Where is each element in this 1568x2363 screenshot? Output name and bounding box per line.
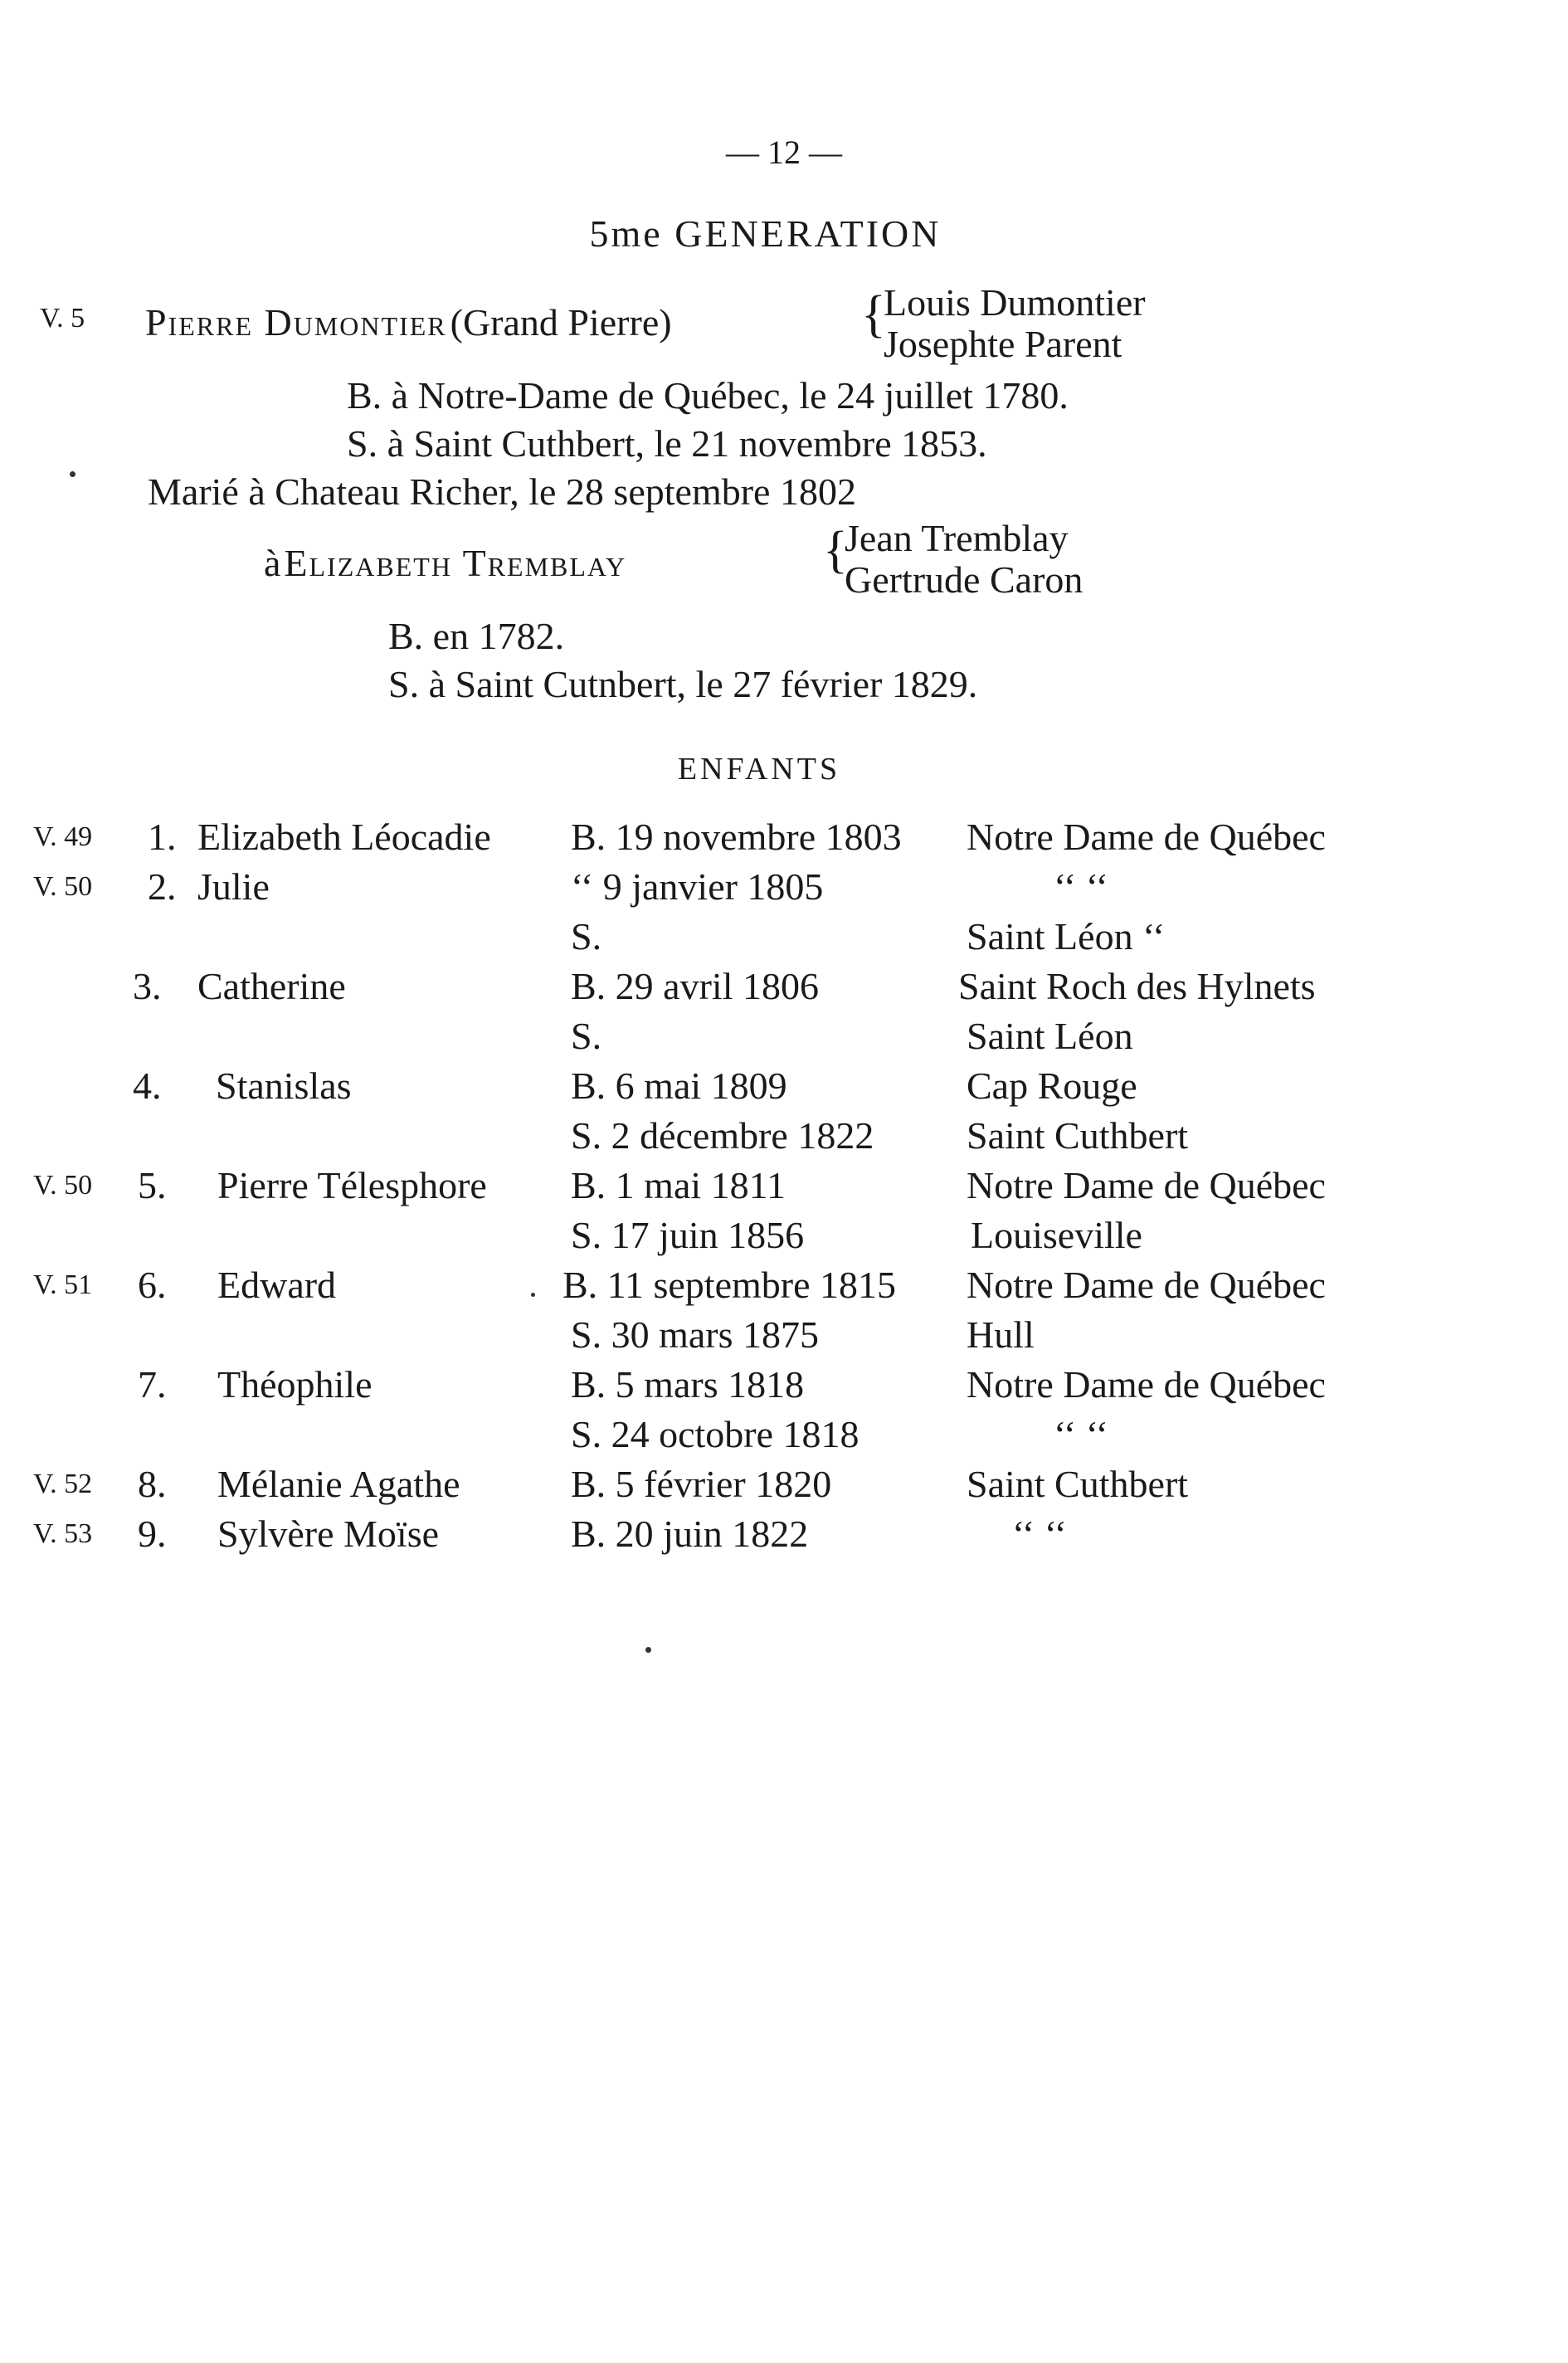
child-name: Mélanie Agathe — [217, 1463, 460, 1505]
child-ref: V. 50 — [33, 1170, 93, 1201]
child-place: Notre Dame de Québec — [967, 816, 1326, 858]
child-place: Saint Roch des Hylnets — [958, 965, 1316, 1007]
husband-heading — [145, 300, 672, 344]
marriage-line: Marié à Chateau Richer, le 28 septembre 1802 — [148, 470, 856, 513]
stray-mark — [531, 1293, 535, 1297]
child-number: 3. — [133, 965, 162, 1007]
child-place: Notre Dame de Québec — [967, 1363, 1326, 1406]
child-name: Théophile — [217, 1363, 373, 1406]
child-name: Elizabeth Léocadie — [197, 816, 491, 858]
child-place: Saint Cuthbert — [967, 1114, 1189, 1157]
child-place: Louiseville — [971, 1214, 1142, 1256]
husband-mother: Josephte Parent — [884, 323, 1122, 365]
page-number: — 12 — — [726, 134, 842, 171]
stray-mark — [645, 1647, 651, 1653]
child-place: Notre Dame de Québec — [967, 1264, 1326, 1306]
husband-nickname: (Grand Pierre) — [450, 301, 672, 343]
child-ref: V. 51 — [33, 1269, 93, 1300]
wife-parents-brace: { — [823, 522, 848, 578]
child-number: 8. — [138, 1463, 167, 1505]
wife-mother: Gertrude Caron — [845, 558, 1083, 601]
child-number: 5. — [138, 1164, 167, 1206]
child-event: S. 17 juin 1856 — [571, 1214, 805, 1256]
child-name: Edward — [217, 1264, 337, 1306]
wife-name: Elizabeth Tremblay — [284, 542, 627, 584]
child-number: 7. — [138, 1363, 167, 1406]
child-number: 1. — [148, 816, 177, 858]
child-place: Notre Dame de Québec — [967, 1164, 1326, 1206]
child-event: S. 30 mars 1875 — [571, 1313, 819, 1356]
generation-title: 5me GENERATION — [589, 212, 942, 255]
child-event: B. 5 février 1820 — [571, 1463, 832, 1505]
child-place: ‘‘ ‘‘ — [1012, 1513, 1067, 1555]
child-ref: V. 52 — [33, 1469, 93, 1499]
child-place: Cap Rouge — [967, 1065, 1137, 1107]
child-ref: V. 53 — [33, 1518, 93, 1549]
child-number: 9. — [138, 1513, 167, 1555]
child-event: S. — [571, 915, 602, 957]
child-event: ‘‘ 9 janvier 1805 — [571, 865, 824, 908]
child-event: S. 24 octobre 1818 — [571, 1413, 859, 1455]
child-place: Saint Cuthbert — [967, 1463, 1189, 1505]
child-event: B. 5 mars 1818 — [571, 1363, 805, 1406]
child-number: 6. — [138, 1264, 167, 1306]
child-event: B. 29 avril 1806 — [571, 965, 819, 1007]
wife-birth: B. en 1782. — [388, 615, 565, 657]
husband-parents — [884, 282, 1146, 365]
husband-ref: V. 5 — [40, 303, 85, 334]
child-ref: V. 50 — [33, 871, 93, 902]
child-event: B. 20 juin 1822 — [571, 1513, 809, 1555]
husband-name: Pierre Dumontier — [145, 301, 447, 343]
child-number: 4. — [133, 1065, 162, 1107]
child-event: S. 2 décembre 1822 — [571, 1114, 874, 1157]
enfants-title: ENFANTS — [677, 752, 841, 787]
child-name: Catherine — [197, 965, 346, 1007]
wife-father: Jean Tremblay — [845, 517, 1069, 559]
child-ref: V. 49 — [33, 821, 93, 852]
wife-heading — [264, 541, 626, 585]
husband-father: Louis Dumontier — [884, 281, 1146, 324]
husband-burial: S. à Saint Cuthbert, le 21 novembre 1853. — [347, 422, 987, 465]
child-place: ‘‘ ‘‘ — [1054, 1413, 1108, 1455]
child-place: Saint Léon ‘‘ — [967, 915, 1166, 957]
child-event: S. — [571, 1015, 602, 1057]
child-place: ‘‘ ‘‘ — [1054, 865, 1108, 908]
child-event: B. 1 mai 1811 — [571, 1164, 786, 1206]
child-name: Sylvère Moïse — [217, 1513, 440, 1555]
child-name: Julie — [197, 865, 270, 908]
child-event: B. 19 novembre 1803 — [571, 816, 902, 858]
husband-parents-brace: { — [861, 286, 886, 343]
wife-prefix: à — [264, 542, 281, 584]
child-name: Stanislas — [216, 1065, 352, 1107]
wife-burial: S. à Saint Cutnbert, le 27 février 1829. — [388, 663, 978, 705]
child-name: Pierre Télesphore — [217, 1164, 487, 1206]
child-place: Saint Léon — [967, 1015, 1133, 1057]
child-event: B. 6 mai 1809 — [571, 1065, 787, 1107]
child-event: B. 11 septembre 1815 — [562, 1264, 897, 1306]
husband-birth: B. à Notre-Dame de Québec, le 24 juillet 1780. — [347, 374, 1069, 417]
child-place: Hull — [967, 1313, 1035, 1356]
wife-parents — [845, 518, 1083, 601]
child-number: 2. — [148, 865, 177, 908]
stray-mark — [70, 471, 75, 477]
